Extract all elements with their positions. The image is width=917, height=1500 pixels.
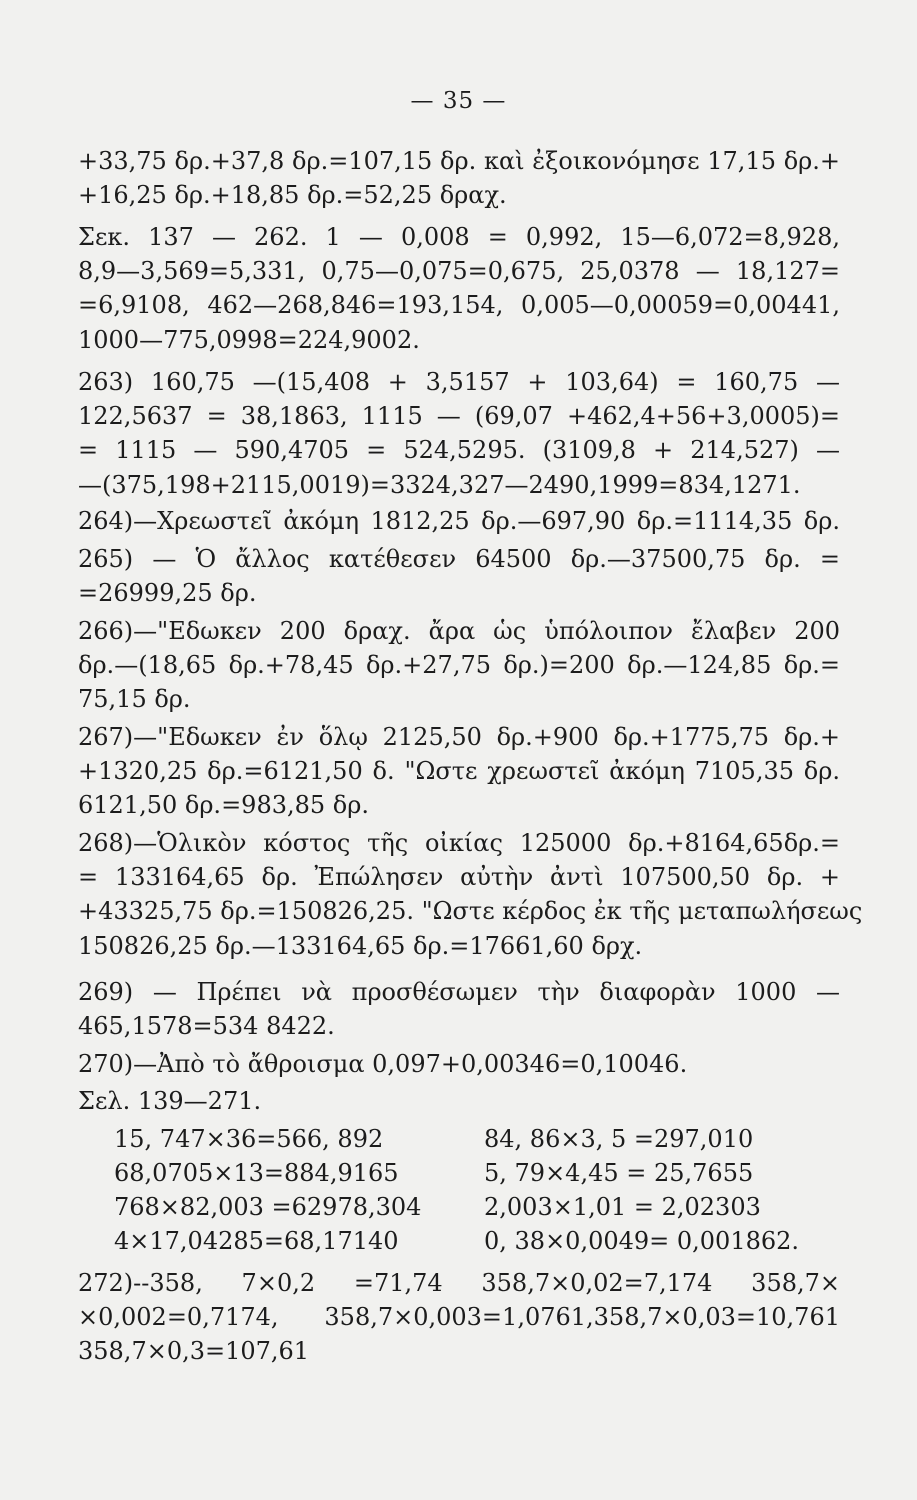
text-line: 265) — Ὁ ἄλλος κατέθεσεν 64500 δρ.—37500,75 δρ. = bbox=[78, 545, 840, 573]
table-cell: 0, 38×0,0049= 0,001862. bbox=[484, 1227, 800, 1255]
text-line: 1000—775,0998=224,9002. bbox=[78, 326, 420, 354]
table-cell: 2,003×1,01 = 2,02303 bbox=[484, 1193, 761, 1221]
text-line: 267)—"Εδωκεν ἐν ὅλῳ 2125,50 δρ.+900 δρ.+1775,75 δρ.+ bbox=[78, 723, 840, 751]
text-line: Σεκ. 137 — 262. 1 — 0,008 = 0,992, 15—6,072=8,928, bbox=[78, 223, 840, 251]
table-cell: 68,0705×13=884,9165 bbox=[114, 1159, 399, 1187]
text-line: 270)—Ἀπὸ τὸ ἄθροισμα 0,097+0,00346=0,10046. bbox=[78, 1050, 688, 1078]
multiplication-table bbox=[78, 1124, 840, 1254]
table-row bbox=[78, 1158, 840, 1188]
text-line: 75,15 δρ. bbox=[78, 685, 191, 713]
text-line: 266)—"Εδωκεν 200 δραχ. ἄρα ὡς ὑπόλοιπον ἔλαβεν 200 bbox=[78, 617, 840, 645]
text-line: Σελ. 139—271. bbox=[78, 1087, 262, 1115]
text-line: 6121,50 δρ.=983,85 δρ. bbox=[78, 791, 369, 819]
text-line: 264)—Χρεωστεῖ ἀκόμη 1812,25 δρ.—697,90 δρ.=1114,35 δρ. bbox=[78, 507, 840, 535]
text-line: =26999,25 δρ. bbox=[78, 579, 257, 607]
text-line: +43325,75 δρ.=150826,25. "Ωστε κέρδος ἐκ τῆς μεταπωλήσεως bbox=[78, 897, 863, 925]
text-line: 269) — Πρέπει νὰ προσθέσωμεν τὴν διαφορὰν 1000 — bbox=[78, 978, 840, 1006]
text-line: 150826,25 δρ.—133164,65 δρ.=17661,60 δρχ. bbox=[78, 932, 643, 960]
text-line: +33,75 δρ.+37,8 δρ.=107,15 δρ. καὶ ἐξοικονόμησε 17,15 δρ.+ bbox=[78, 147, 840, 175]
text-line: 465,1578=534 8422. bbox=[78, 1012, 335, 1040]
text-line: 122,5637 = 38,1863, 1115 — (69,07 +462,4+56+3,0005)= bbox=[78, 402, 840, 430]
table-cell: 768×82,003 =62978,304 bbox=[114, 1193, 422, 1221]
table-cell: 5, 79×4,45 = 25,7655 bbox=[484, 1159, 754, 1187]
table-row bbox=[78, 1226, 840, 1256]
text-line: 8,9—3,569=5,331, 0,75—0,075=0,675, 25,0378 — 18,127= bbox=[78, 257, 840, 285]
text-line: —(375,198+2115,0019)=3324,327—2490,1999=834,1271. bbox=[78, 471, 801, 499]
table-cell: 15, 747×36=566, 892 bbox=[114, 1125, 384, 1153]
table-cell: 84, 86×3, 5 =297,010 bbox=[484, 1125, 754, 1153]
text-line: = 133164,65 δρ. Ἐπώλησεν αὐτὴν ἀντὶ 107500,50 δρ. + bbox=[78, 863, 840, 891]
text-line: ×0,002=0,7174, 358,7×0,003=1,0761,358,7×0,03=10,761 bbox=[78, 1303, 840, 1331]
text-line: 263) 160,75 —(15,408 + 3,5157 + 103,64) = 160,75 — bbox=[78, 368, 840, 396]
table-row bbox=[78, 1192, 840, 1222]
text-line: δρ.—(18,65 δρ.+78,45 δρ.+27,75 δρ.)=200 δρ.—124,85 δρ.= bbox=[78, 651, 840, 679]
text-line: +16,25 δρ.+18,85 δρ.=52,25 δραχ. bbox=[78, 181, 507, 209]
text-line: = 1115 — 590,4705 = 524,5295. (3109,8 + 214,527) — bbox=[78, 436, 840, 464]
text-line: 268)—Ὁλικὸν κόστος τῆς οἰκίας 125000 δρ.+8164,65δρ.= bbox=[78, 829, 840, 857]
text-line: 272)--358, 7×0,2 =71,74 358,7×0,02=7,174 358,7× bbox=[78, 1269, 840, 1297]
text-line: +1320,25 δρ.=6121,50 δ. "Ωστε χρεωστεῖ ἀκόμη 7105,35 δρ. bbox=[78, 757, 840, 785]
text-line: =6,9108, 462—268,846=193,154, 0,005—0,00059=0,00441, bbox=[78, 291, 840, 319]
table-row bbox=[78, 1124, 840, 1154]
page-number: — 35 — bbox=[410, 88, 507, 114]
table-cell: 4×17,04285=68,17140 bbox=[114, 1227, 399, 1255]
text-line: 358,7×0,3=107,61 bbox=[78, 1337, 310, 1365]
